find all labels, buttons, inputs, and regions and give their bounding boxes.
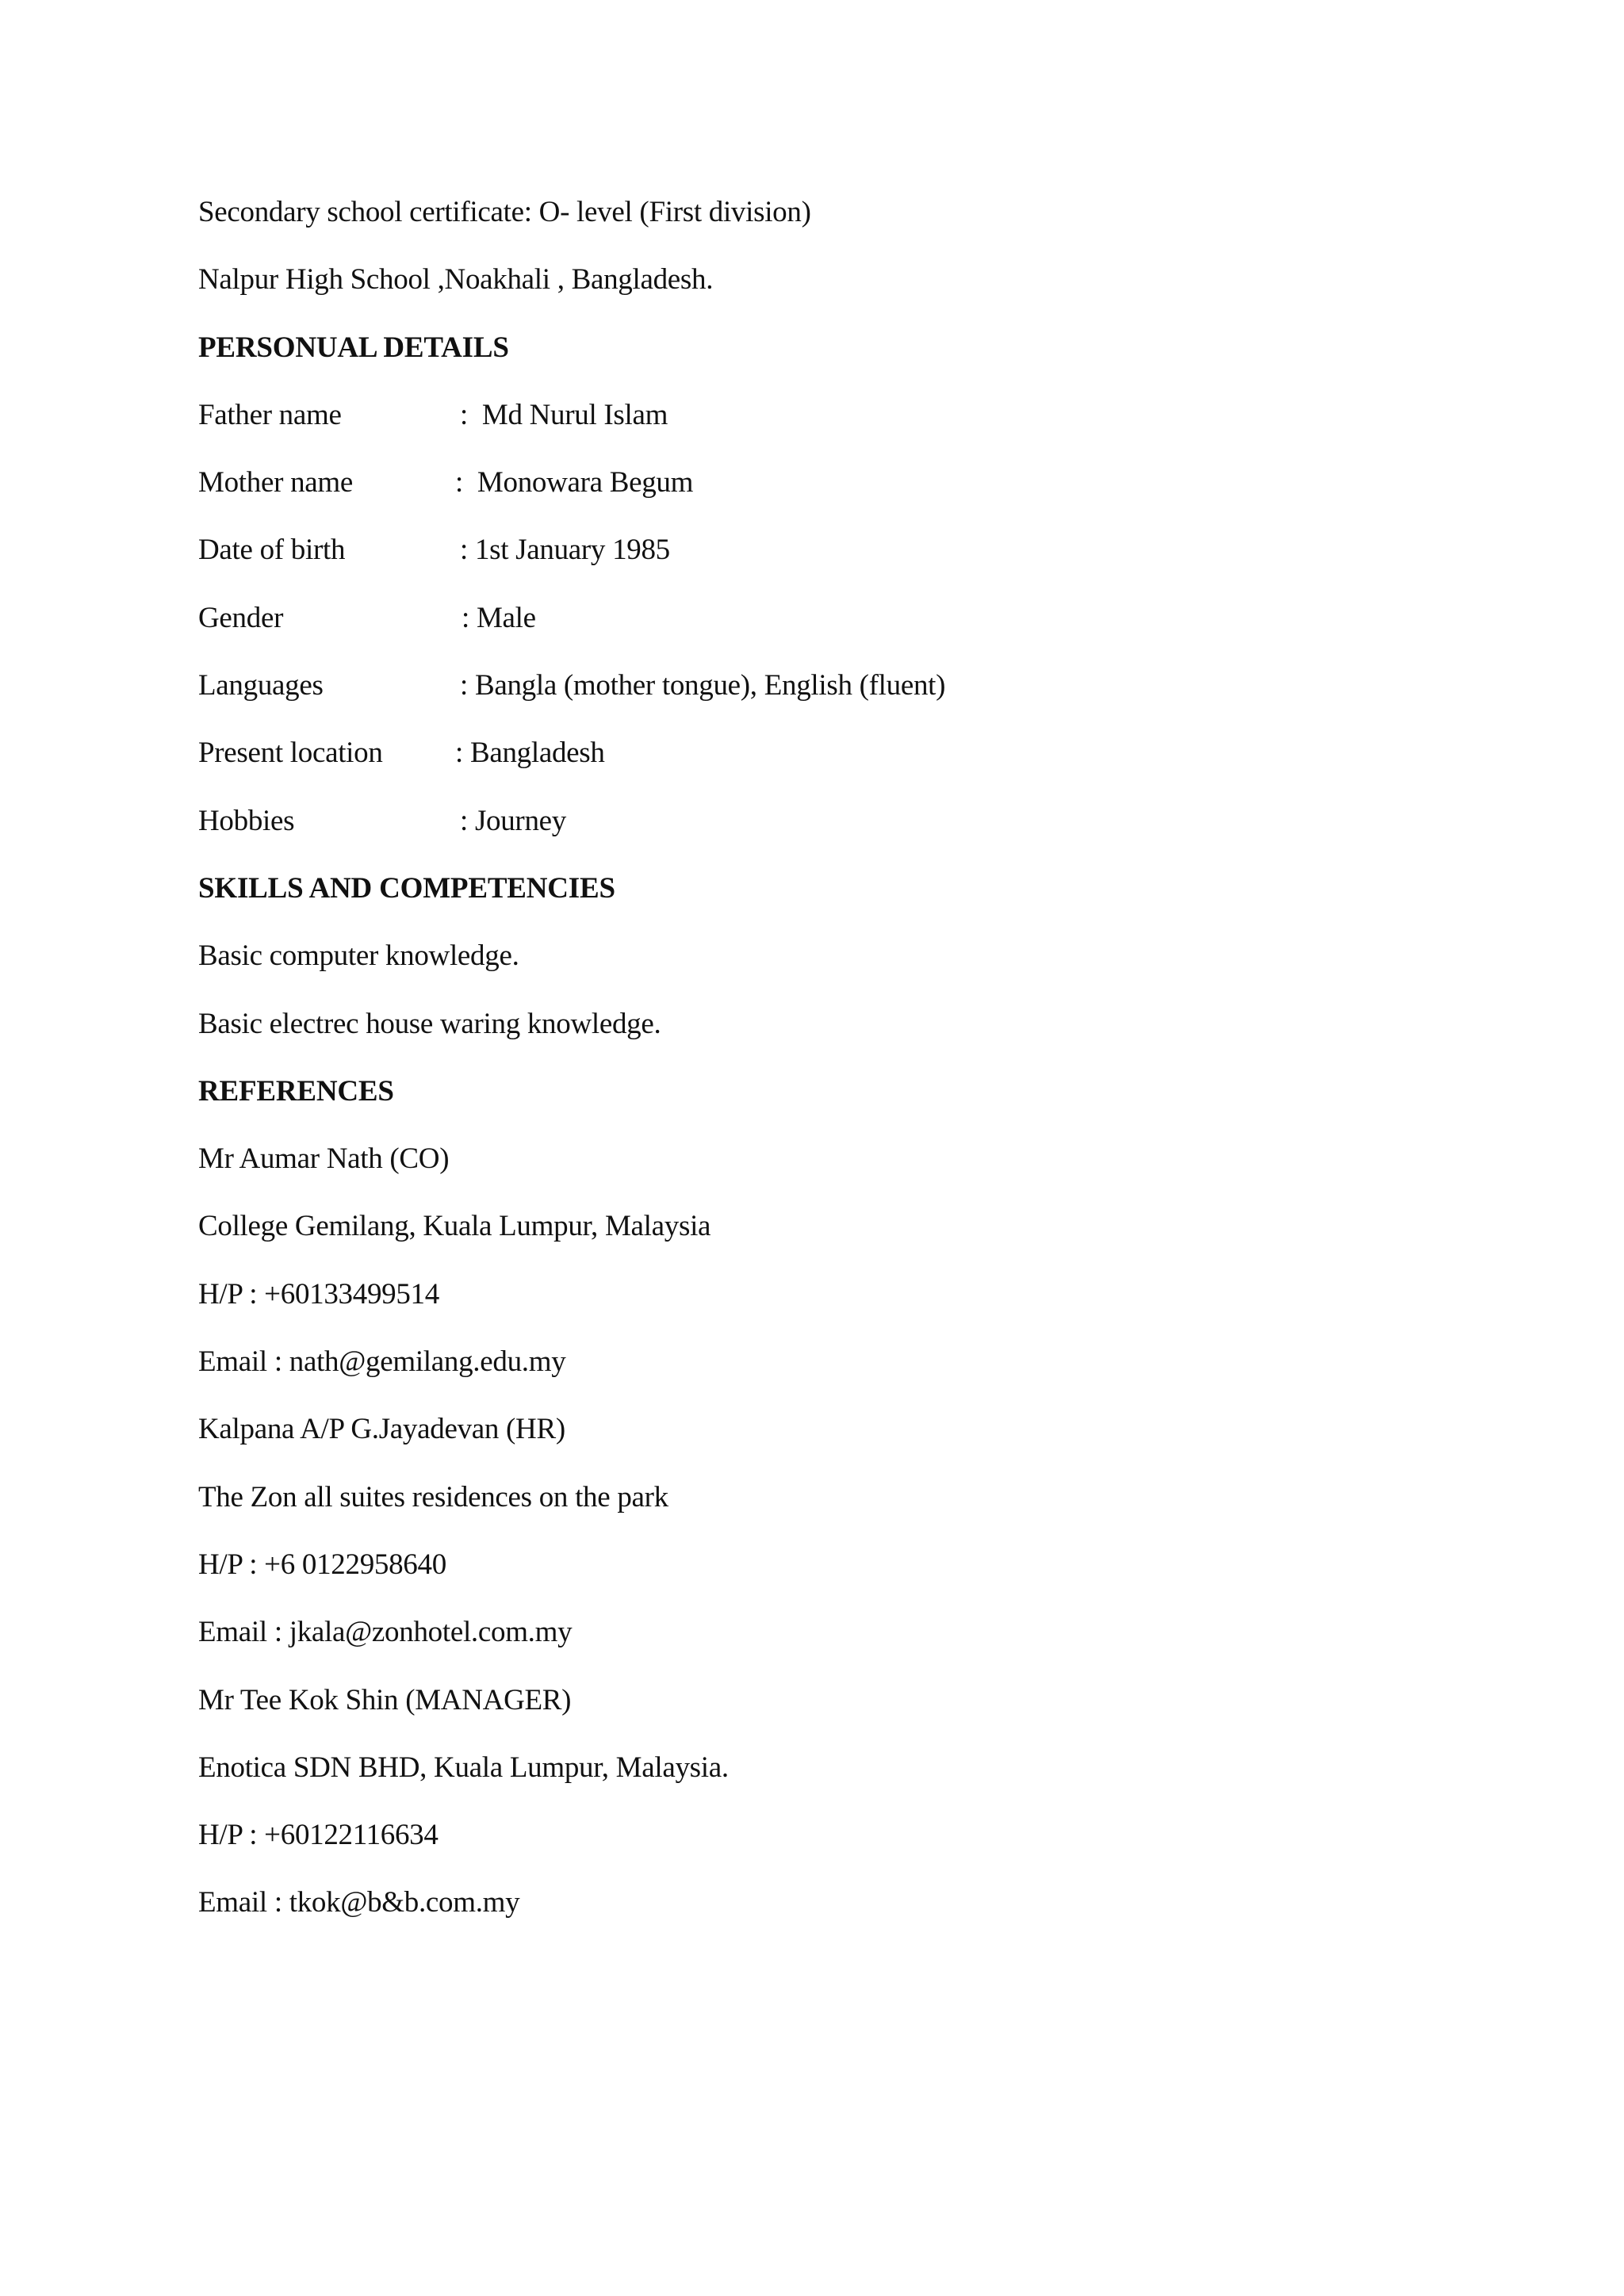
skills-heading: SKILLS AND COMPETENCIES <box>198 871 615 905</box>
field-separator: : <box>462 601 469 634</box>
reference-organization: Enotica SDN BHD, Kuala Lumpur, Malaysia. <box>198 1751 729 1784</box>
languages-row <box>198 662 1507 729</box>
resume-content <box>198 189 1507 1947</box>
reference-organization: The Zon all suites residences on the park <box>198 1480 668 1513</box>
field-separator: : <box>460 669 468 702</box>
field-label: Hobbies <box>198 804 295 837</box>
skill-item: Basic computer knowledge. <box>198 939 519 973</box>
field-separator: : <box>455 737 463 770</box>
gender-row <box>198 595 1507 662</box>
reference-phone: H/P : +60133499514 <box>198 1277 439 1311</box>
field-value: Monowara Begum <box>477 466 694 499</box>
reference-organization: College Gemilang, Kuala Lumpur, Malaysia <box>198 1210 711 1243</box>
field-value: Journey <box>474 804 566 837</box>
reference-name: Mr Aumar Nath (CO) <box>198 1142 450 1176</box>
reference-phone: H/P : +60122116634 <box>198 1819 439 1852</box>
hobbies-row <box>198 798 1507 865</box>
field-label: Gender <box>198 601 284 634</box>
school-line: Nalpur High School ,Noakhali , Bangladesh. <box>198 263 714 297</box>
references-heading: REFERENCES <box>198 1074 394 1108</box>
field-value: Bangladesh <box>469 737 605 770</box>
field-label: Languages <box>198 669 324 702</box>
field-value: Male <box>476 601 536 634</box>
skill-item: Basic electrec house waring knowledge. <box>198 1007 661 1040</box>
reference-email: Email : tkok@b&b.com.my <box>198 1886 520 1919</box>
reference-phone: H/P : +6 0122958640 <box>198 1548 446 1581</box>
field-separator: : <box>460 534 468 567</box>
field-separator: : <box>460 398 468 431</box>
reference-email: Email : nath@gemilang.edu.my <box>198 1345 566 1379</box>
reference-name: Mr Tee Kok Shin (MANAGER) <box>198 1683 572 1716</box>
father-name-row <box>198 392 1507 459</box>
mother-name-row <box>198 459 1507 526</box>
field-label: Present location <box>198 737 383 770</box>
personal-details-heading: PERSONUAL DETAILS <box>198 331 509 364</box>
field-separator: : <box>460 804 468 837</box>
field-value: 1st January 1985 <box>474 534 670 567</box>
reference-name: Kalpana A/P G.Jayadevan (HR) <box>198 1413 565 1446</box>
field-label: Father name <box>198 398 342 431</box>
field-label: Date of birth <box>198 534 346 567</box>
field-separator: : <box>455 466 463 499</box>
present-location-row <box>198 729 1507 797</box>
field-value: Md Nurul Islam <box>481 398 668 431</box>
field-value: Bangla (mother tongue), English (fluent) <box>474 669 946 702</box>
date-of-birth-row <box>198 526 1507 594</box>
reference-email: Email : jkala@zonhotel.com.my <box>198 1616 573 1649</box>
ssc-line: Secondary school certificate: O- level (First division) <box>198 196 811 228</box>
field-label: Mother name <box>198 466 353 499</box>
